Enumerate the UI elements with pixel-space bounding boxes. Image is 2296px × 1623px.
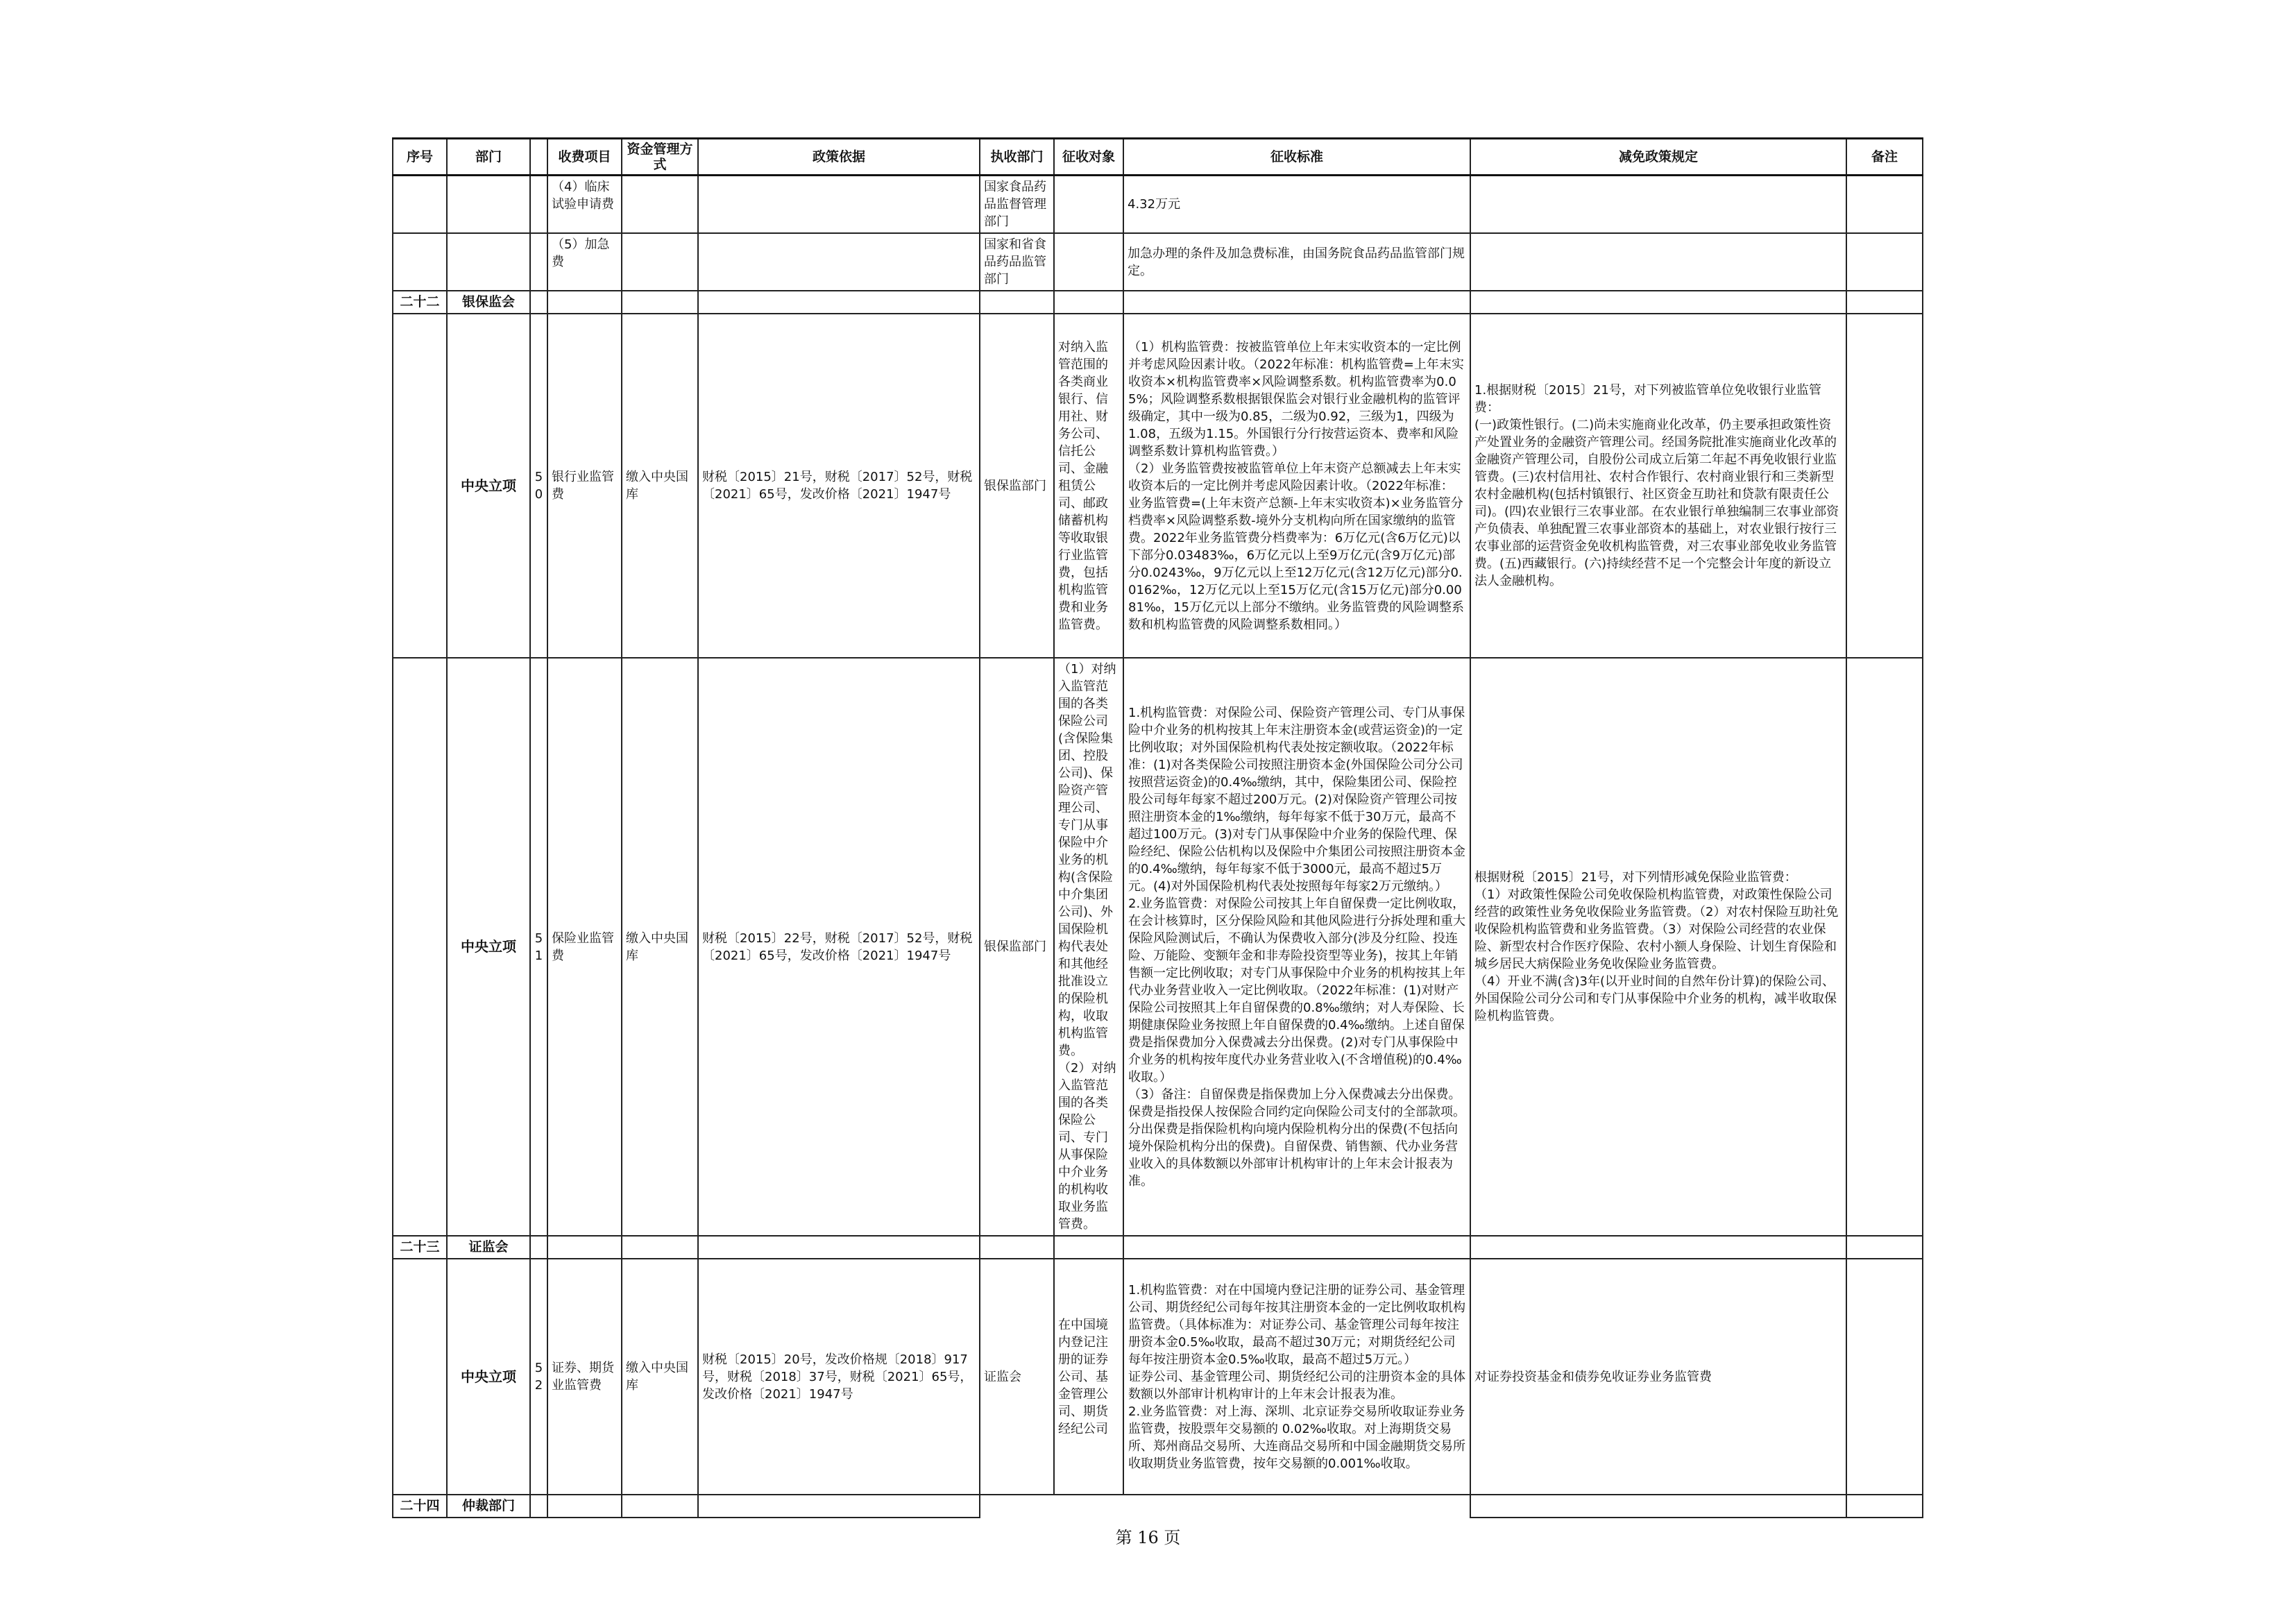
fund-cell: 缴入中央国库 (622, 314, 698, 658)
section-seq: 二十二 (393, 291, 447, 314)
header-relief: 减免政策规定 (1470, 139, 1846, 176)
relief-paragraph: （4）开业不满(含)3年(以开业时间的自然年份计算)的保险公司、外国保险公司分公司和专门从事保险中介业务的机构，减半收取保险机构监管费。 (1474, 974, 1837, 1023)
row-index: 52 (530, 1259, 547, 1495)
standard-paragraph: 证券公司、基金管理公司、期货经纪公司的注册资本金的具体数额以外部审计机构审计的上年末会计报表为准。 (1128, 1369, 1465, 1402)
standard-paragraph: 2.业务监管费：对上海、深圳、北京证券交易所收取证券业务监管费，按股票年交易额的 0.02‰收取。对上海期货交易所、郑州商品交易所、大连商品交易所和中国金融期货交易所收取期货业务监管费，按年交易额的0.001‰收取。 (1128, 1404, 1465, 1471)
section-row (393, 1236, 1923, 1259)
standard-cell (1123, 1259, 1470, 1495)
relief-cell: 对证券投资基金和债券免收证券业务监管费 (1470, 1259, 1846, 1495)
relief-paragraph: （1）对政策性保险公司免收保险机构监管费，对政策性保险公司经营的政策性业务免收保险业务监管费。（2）对农村保险互助社免收保险机构监管费和业务监管费。（3）对保险公司经营的农业保险、新型农村合作医疗保险、农村小额人身保险、计划生育保险和城乡居民大病保险业务免收保险业务监管费。 (1474, 887, 1839, 971)
table-row (393, 314, 1923, 658)
section-seq: 二十三 (393, 1236, 447, 1259)
dept-cell: 中央立项 (447, 658, 530, 1236)
target-paragraph: （1）对纳入监管范围的各类保险公司(含保险集团、控股公司)、保险资产管理公司、专门从事保险中介业务的机构(含保险中介集团公司)、外国保险机构代表处和其他经批准设立的保险机构，收取机构监管费。 (1058, 662, 1116, 1058)
basis-cell: 财税〔2015〕21号，财税〔2017〕52号，财税〔2021〕65号，发改价格〔2021〕1947号 (698, 314, 980, 658)
page-number: 第 16 页 (1115, 1528, 1181, 1547)
fee-item-cell: （5）加急费 (547, 233, 622, 291)
target-cell: 在中国境内登记注册的证券公司、基金管理公司、期货经纪公司 (1054, 1259, 1123, 1495)
header-target: 征收对象 (1054, 139, 1123, 176)
dept-cell: 中央立项 (447, 314, 530, 658)
table-row (393, 176, 1923, 234)
standard-cell: 4.32万元 (1123, 176, 1470, 234)
standard-cell (1123, 314, 1470, 658)
standard-paragraph: 2.业务监管费：对保险公司按其上年自留保费一定比例收取，在会计核算时，区分保险风险和其他风险进行分拆处理和重大保险风险测试后，不确认为保费收入部分(涉及分红险、投连险、万能险、变额年金和非寿险投资型等业务)，按其上年销售额一定比例收取；对专门从事保险中介业务的机构按其上年代办业务营业收入一定比例收取。（2022年标准：(1)对财产保险公司按照其上年自留保费的0.8‰缴纳；对人寿保险、长期健康保险业务按照上年自留保费的0.4‰缴纳。上述自留保费是指保费加分入保费减去分出保费。(2)对专门从事保险中介业务的机构按年度代办业务营业收入(不含增值税)的0.4‰收取。） (1128, 896, 1465, 1085)
relief-paragraph: (一)政策性银行。(二)尚未实施商业化改革，仍主要承担政策性资产处置业务的金融资产管理公司。经国务院批准实施商业化改革的金融资产管理公司，自股份公司成立后第二年起不再免收银行业监管费。(三)农村信用社、农村合作银行、农村商业银行和三类新型农村金融机构(包括村镇银行、社区资金互助社和贷款有限责任公司)。(四)农业银行三农事业部。在农业银行单独编制三农事业部资产负债表、单独配置三农事业部资本的基础上，对农业银行按行三农事业部的运营资金免收机构监管费，对三农事业部免收业务监管费。(五)西藏银行。(六)持续经营不足一个完整会计年度的新设立法人金融机构。 (1474, 418, 1839, 588)
header-collector: 执收部门 (980, 139, 1054, 176)
header-item: 收费项目 (547, 139, 622, 176)
relief-cell (1470, 314, 1846, 658)
collector-cell: 银保监部门 (980, 314, 1054, 658)
target-cell: 对纳入监管范围的各类商业银行、信用社、财务公司、信托公司、金融租赁公司、邮政储蓄机构等收取银行业监管费，包括机构监管费和业务监管费。 (1054, 314, 1123, 658)
dept-cell: 中央立项 (447, 1259, 530, 1495)
target-cell (1054, 658, 1123, 1236)
table-header-row (393, 139, 1923, 176)
collector-cell: 证监会 (980, 1259, 1054, 1495)
basis-cell: 财税〔2015〕22号，财税〔2017〕52号，财税〔2021〕65号，发改价格〔2021〕1947号 (698, 658, 980, 1236)
standard-cell: 加急办理的条件及加急费标准，由国务院食品药品监管部门规定。 (1123, 233, 1470, 291)
section-row (393, 291, 1923, 314)
header-remark: 备注 (1846, 139, 1923, 176)
section-name: 银保监会 (447, 291, 530, 314)
collector-cell: 国家和省食品药品监管部门 (980, 233, 1054, 291)
relief-cell (1470, 658, 1846, 1236)
fee-item-cell: 银行业监管费 (547, 314, 622, 658)
header-basis: 政策依据 (698, 139, 980, 176)
section-row (393, 1495, 1923, 1518)
table-row (393, 658, 1923, 1236)
header-idx (530, 139, 547, 176)
section-name: 仲裁部门 (447, 1495, 530, 1518)
standard-paragraph: （3）备注：自留保费是指保费加上分入保费减去分出保费。保费是指投保人按保险合同约定向保险公司支付的全部款项。分出保费是指保险机构向境内保险机构分出的保费(不包括向境外保险机构分出的保费)。自留保费、销售额、代办业务营业收入的具体数额以外部审计机构审计的上年末会计报表为准。 (1128, 1087, 1465, 1189)
collector-cell: 银保监部门 (980, 658, 1054, 1236)
standard-paragraph: （2）业务监管费按被监管单位上年末资产总额减去上年末实收资本后的一定比例并考虑风险因素计收。（2022年标准：业务监管费=(上年末资产总额-上年末实收资本)×业务监管分档费率×风险调整系数-境外分支机构向所在国家缴纳的监管费。2022年业务监管费分档费率为：6万亿元(含6万亿元)以下部分0.03483‰，6万亿元以上至9万亿元(含9万亿元)部分0.0243‰，9万亿元以上至12万亿元(含12万亿元)部分0.0162‰，12万亿元以上至15万亿元(含15万亿元)部分0.0081‰，15万亿元以上部分不缴纳。业务监管费的风险调整系数和机构监管费的风险调整系数相同。） (1128, 461, 1464, 632)
table-row (393, 233, 1923, 291)
row-index: 51 (530, 658, 547, 1236)
relief-paragraph: 根据财税〔2015〕21号，对下列情形减免保险业监管费： (1474, 870, 1797, 885)
fee-item-cell: 保险业监管费 (547, 658, 622, 1236)
fund-cell: 缴入中央国库 (622, 658, 698, 1236)
header-dept: 部门 (447, 139, 530, 176)
header-standard: 征收标准 (1123, 139, 1470, 176)
table-row (393, 1259, 1923, 1495)
section-name: 证监会 (447, 1236, 530, 1259)
standard-paragraph: 1.机构监管费：对保险公司、保险资产管理公司、专门从事保险中介业务的机构按其上年末注册资本金(或营运资金)的一定比例收取；对外国保险机构代表处按定额收取。（2022年标准：(1)对各类保险公司按照注册资本金(外国保险公司分公司按照营运资金)的0.4‰缴纳，其中，保险集团公司、保险控股公司每年每家不超过200万元。(2)对保险资产管理公司按照注册资本金的1‰缴纳，每年每家不低于30万元，最高不超过100万元。(3)对专门从事保险中介业务的保险代理、保险经纪、保险公估机构以及保险中介集团公司按照注册资本金的0.4‰缴纳，每年每家不低于3000元，最高不超过5万元。(4)对外国保险机构代表处按照每年每家2万元缴纳。） (1128, 705, 1465, 894)
row-index: 50 (530, 314, 547, 658)
fee-item-cell: 证券、期货业监管费 (547, 1259, 622, 1495)
standard-paragraph: （1）机构监管费：按被监管单位上年末实收资本的一定比例并考虑风险因素计收。（2022年标准：机构监管费=上年末实收资本×机构监管费率×风险调整系数。机构监管费率为0.05%；风险调整系数根据银保监会对银行业金融机构的监管评级确定，其中一级为0.85，二级为0.92，三级为1，四级为1.08，五级为1.15。外国银行分行按营运资本、费率和风险调整系数计算机构监管费。） (1128, 339, 1464, 459)
fee-table (392, 137, 1923, 1518)
relief-paragraph: 1.根据财税〔2015〕21号，对下列被监管单位免收银行业监管费： (1474, 383, 1821, 415)
header-seq: 序号 (393, 139, 447, 176)
section-seq: 二十四 (393, 1495, 447, 1518)
collector-cell: 国家食品药品监督管理部门 (980, 176, 1054, 234)
standard-paragraph: 1.机构监管费：对在中国境内登记注册的证券公司、基金管理公司、期货经纪公司每年按其注册资本金的一定比例收取机构监管费。（具体标准为：对证券公司、基金管理公司每年按注册资本金0.5‰收取，最高不超过30万元；对期货经纪公司每年按注册资本金0.5‰收取，最高不超过5万元。） (1128, 1282, 1465, 1367)
standard-cell (1123, 658, 1470, 1236)
fee-item-cell: （4）临床试验申请费 (547, 176, 622, 234)
target-paragraph: （2）对纳入监管范围的各类保险公司、专门从事保险中介业务的机构收取业务监管费。 (1058, 1061, 1116, 1232)
header-fund: 资金管理方式 (622, 139, 698, 176)
fund-cell: 缴入中央国库 (622, 1259, 698, 1495)
basis-cell: 财税〔2015〕20号，发改价格规〔2018〕917号，财税〔2018〕37号，财税〔2021〕65号，发改价格〔2021〕1947号 (698, 1259, 980, 1495)
